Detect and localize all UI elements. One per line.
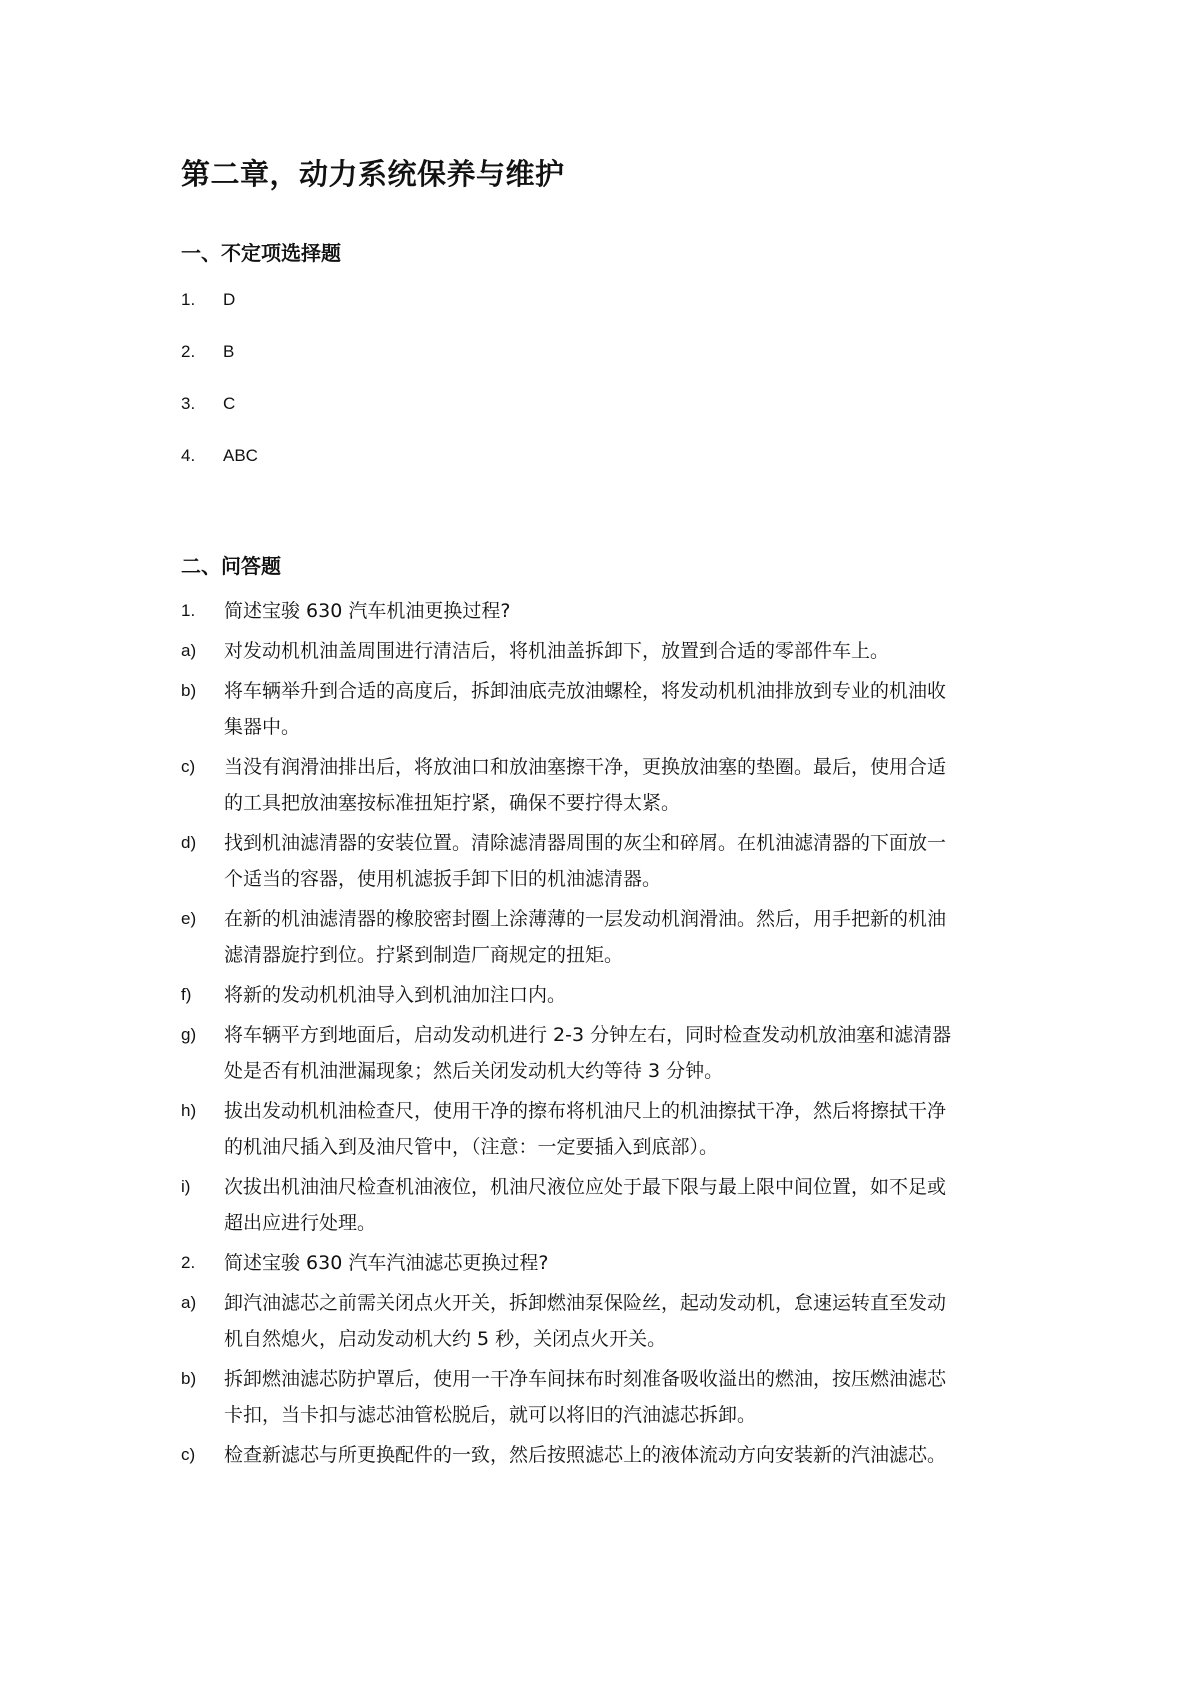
step-text	[224, 1169, 1021, 1241]
step-text	[224, 1437, 1021, 1473]
step-row	[181, 633, 1021, 669]
step-text-line: 个适当的容器，使用机滤扳手卸下旧的机油滤清器。	[224, 868, 662, 890]
step-row	[181, 1017, 1021, 1089]
step-text	[224, 825, 1021, 897]
step-marker: h)	[181, 1101, 197, 1120]
step-text	[224, 1285, 1021, 1357]
step-marker: b)	[181, 681, 197, 700]
question-number: 1.	[181, 601, 196, 620]
item-answer: D	[223, 290, 236, 309]
step-text-line: 拔出发动机机油检查尺，使用干净的擦布将机油尺上的机油擦拭干净，然后将擦拭干净	[224, 1100, 947, 1122]
step-text-line: 找到机油滤清器的安装位置。清除滤清器周围的灰尘和碎屑。在机油滤清器的下面放一	[224, 832, 947, 854]
step-marker: e)	[181, 909, 197, 928]
step-text-line: 检查新滤芯与所更换配件的一致，然后按照滤芯上的液体流动方向安装新的汽油滤芯。	[224, 1444, 947, 1466]
step-text-line: 的工具把放油塞按标准扭矩拧紧，确保不要拧得太紧。	[224, 792, 681, 814]
list-item	[181, 340, 781, 392]
chapter-title: 第二章，动力系统保养与维护	[181, 157, 565, 191]
step-text-line: 将车辆举升到合适的高度后，拆卸油底壳放油螺栓，将发动机机油排放到专业的机油收	[224, 680, 947, 702]
step-text	[224, 1361, 1021, 1433]
step-text	[224, 673, 1021, 745]
step-text	[224, 633, 1021, 669]
step-text-line: 的机油尺插入到及油尺管中，（注意：一定要插入到底部）。	[224, 1136, 719, 1158]
section-title-qa: 二、问答题	[181, 554, 281, 578]
step-row	[181, 749, 1021, 821]
step-row	[181, 977, 1021, 1013]
step-text-line: 滤清器旋拧到位。拧紧到制造厂商规定的扭矩。	[224, 944, 624, 966]
step-text	[224, 749, 1021, 821]
step-text	[224, 1093, 1021, 1165]
step-row	[181, 673, 1021, 745]
multiple-choice-answer-list	[181, 288, 781, 496]
step-row	[181, 901, 1021, 973]
step-text-line: 在新的机油滤清器的橡胶密封圈上涂薄薄的一层发动机润滑油。然后，用手把新的机油	[224, 908, 947, 930]
question-number: 2.	[181, 1253, 196, 1272]
list-item	[181, 444, 781, 496]
question-2-steps	[181, 1285, 1021, 1473]
step-row	[181, 1093, 1021, 1165]
step-text-line: 集器中。	[224, 716, 301, 738]
step-marker: c)	[181, 757, 196, 776]
list-item	[181, 392, 781, 444]
question-text: 简述宝骏 630 汽车机油更换过程?	[224, 600, 511, 622]
step-row	[181, 1169, 1021, 1241]
step-row	[181, 1361, 1021, 1433]
step-marker: f)	[181, 985, 192, 1004]
list-item	[181, 288, 781, 340]
question-text: 简述宝骏 630 汽车汽油滤芯更换过程?	[224, 1252, 549, 1274]
step-marker: i)	[181, 1177, 191, 1196]
step-text-line: 卸汽油滤芯之前需关闭点火开关，拆卸燃油泵保险丝，起动发动机，怠速运转直至发动	[224, 1292, 947, 1314]
item-answer: C	[223, 394, 236, 413]
section-title-multiple-choice: 一、不定项选择题	[181, 241, 341, 265]
step-marker: b)	[181, 1369, 197, 1388]
step-text-line: 处是否有机油泄漏现象；然后关闭发动机大约等待 3 分钟。	[224, 1060, 724, 1082]
step-text-line: 拆卸燃油滤芯防护罩后，使用一干净车间抹布时刻准备吸收溢出的燃油，按压燃油滤芯	[224, 1368, 947, 1390]
step-text	[224, 901, 1021, 973]
item-answer: ABC	[223, 446, 258, 465]
step-text-line: 超出应进行处理。	[224, 1212, 377, 1234]
step-row	[181, 1437, 1021, 1473]
step-marker: d)	[181, 833, 197, 852]
question-1-steps	[181, 633, 1021, 1241]
item-number: 4.	[181, 446, 196, 465]
step-row	[181, 1285, 1021, 1357]
question-row	[181, 593, 1021, 629]
step-text-line: 次拔出机油油尺检查机油液位，机油尺液位应处于最下限与最上限中间位置，如不足或	[224, 1176, 947, 1198]
item-number: 3.	[181, 394, 196, 413]
step-marker: g)	[181, 1025, 197, 1044]
step-text	[224, 1017, 1021, 1089]
step-row	[181, 825, 1021, 897]
step-text-line: 卡扣，当卡扣与滤芯油管松脱后，就可以将旧的汽油滤芯拆卸。	[224, 1404, 757, 1426]
step-marker: a)	[181, 641, 197, 660]
step-text	[224, 977, 1021, 1013]
step-text-line: 当没有润滑油排出后，将放油口和放油塞擦干净，更换放油塞的垫圈。最后，使用合适	[224, 756, 947, 778]
qa-list	[181, 593, 1021, 1477]
step-text-line: 对发动机机油盖周围进行清洁后，将机油盖拆卸下，放置到合适的零部件车上。	[224, 640, 890, 662]
item-answer: B	[223, 342, 235, 361]
step-text-line: 将车辆平方到地面后，启动发动机进行 2-3 分钟左右，同时检查发动机放油塞和滤清器	[224, 1024, 952, 1046]
step-text-line: 将新的发动机机油导入到机油加注口内。	[224, 984, 567, 1006]
step-marker: c)	[181, 1445, 196, 1464]
step-marker: a)	[181, 1293, 197, 1312]
item-number: 1.	[181, 290, 196, 309]
question-row	[181, 1245, 1021, 1281]
step-text-line: 机自然熄火，启动发动机大约 5 秒，关闭点火开关。	[224, 1328, 667, 1350]
item-number: 2.	[181, 342, 196, 361]
